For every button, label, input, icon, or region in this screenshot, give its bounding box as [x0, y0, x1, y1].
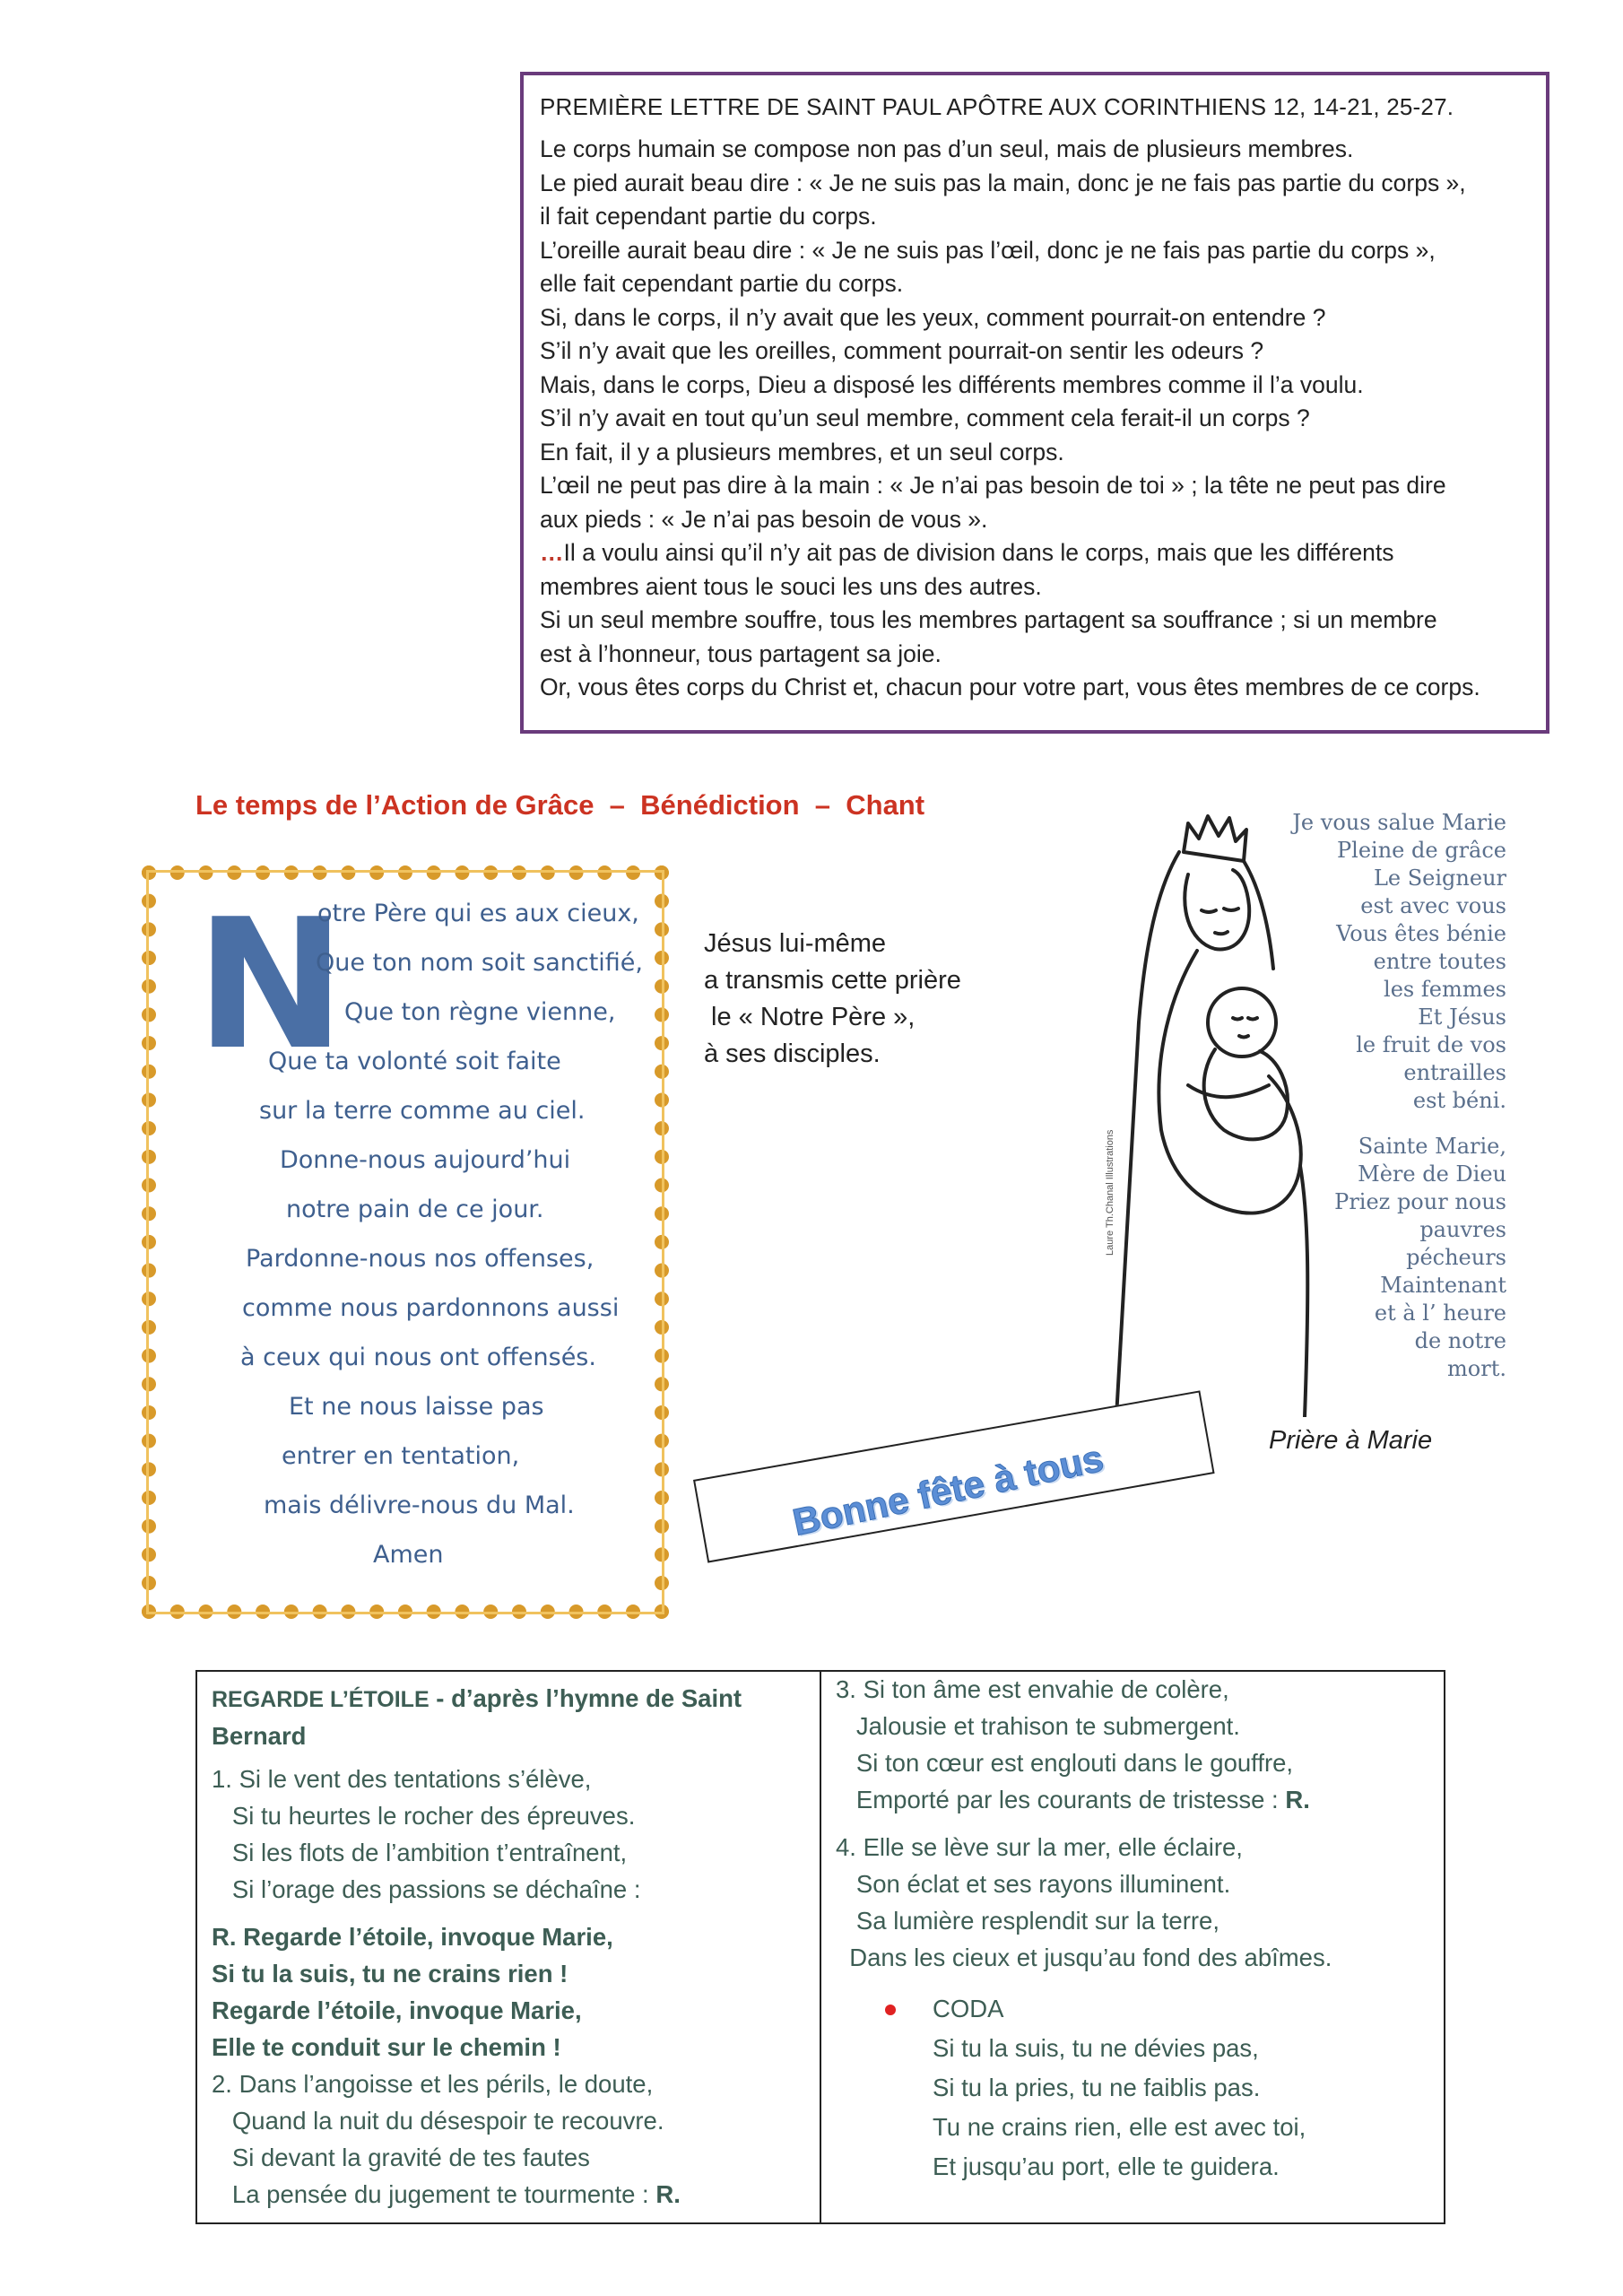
reading-box	[520, 72, 1549, 734]
prayer-line: sur la terre comme au ciel.	[259, 1097, 586, 1125]
reading-line: En fait, il y a plusieurs membres, et un seul corps.	[540, 438, 1064, 465]
hail-mary-line: Je vous salue Marie	[1292, 810, 1506, 835]
bullet-icon	[885, 2005, 896, 2015]
crown-icon	[1184, 816, 1246, 861]
reading-line: membres aient tous le souci les uns des autres.	[540, 572, 1042, 600]
prayer-line: otre Père qui es aux cieux,	[317, 900, 639, 927]
reading-line: Si, dans le corps, il n’y avait que les yeux, comment pourrait-on entendre ?	[540, 303, 1326, 331]
hail-mary-line: est avec vous	[1360, 893, 1506, 918]
prayer-line: Que ta volonté soit faite	[268, 1048, 561, 1075]
hail-mary-line: est béni.	[1412, 1088, 1506, 1113]
hail-mary-line: Vous êtes bénie	[1336, 921, 1506, 946]
hail-mary-text	[1255, 809, 1506, 1383]
refrain-marker: R.	[1285, 1786, 1310, 1813]
verse-line: 2. Dans l’angoisse et les périls, le doute,	[212, 2070, 654, 2098]
section-heading: Le temps de l’Action de Grâce – Bénédiction – Chant	[195, 789, 925, 821]
prayer-line: Et ne nous laisse pas	[289, 1393, 544, 1421]
note-line: à ses disciples.	[704, 1039, 881, 1068]
reading-line: est à l’honneur, tous partagent sa joie.	[540, 639, 942, 667]
reading-line-text: Il a voulu ainsi qu’il n’y ait pas de division dans le corps, mais que les différents	[563, 539, 1394, 566]
prayer-line: Que ton nom soit sanctifié,	[316, 949, 643, 977]
ellipsis-mark: …	[540, 539, 564, 566]
verse-line: 4. Elle se lève sur la mer, elle éclaire,	[836, 1833, 1243, 1861]
refrain-marker: R.	[655, 2180, 681, 2208]
verse-line: Si tu heurtes le rocher des épreuves.	[212, 1802, 636, 1830]
prayer-line: Que ton règne vienne,	[344, 998, 616, 1026]
hymn-title	[212, 1684, 742, 1713]
mary-caption: Prière à Marie	[1269, 1426, 1433, 1455]
prayer-line: notre pain de ce jour.	[286, 1196, 544, 1223]
verse-line: Son éclat et ses rayons illuminent.	[836, 1870, 1231, 1898]
refrain-line: Regarde l’étoile, invoque Marie,	[212, 1996, 582, 2024]
reading-line: Le pied aurait beau dire : « Je ne suis pas la main, donc je ne fais pas partie du corps »,	[540, 169, 1466, 196]
greeting-text: Bonne fête à tous	[789, 1436, 1107, 1544]
hail-mary-line: mort.	[1447, 1356, 1506, 1381]
hail-mary-line: entrailles	[1403, 1060, 1506, 1085]
coda-line: Si tu la suis, tu ne dévies pas,	[933, 2034, 1259, 2062]
verse-line: Si l’orage des passions se déchaîne :	[212, 1875, 641, 1903]
reading-line: S’il n’y avait que les oreilles, comment pourrait-on sentir les odeurs ?	[540, 337, 1264, 364]
note-line: a transmis cette prière	[704, 966, 961, 995]
reading-line: il fait cependant partie du corps.	[540, 203, 877, 230]
reading-line: L’oreille aurait beau dire : « Je ne suis pas l’œil, donc je ne fais pas partie du corps »,	[540, 236, 1436, 264]
coda-line: Tu ne crains rien, elle est avec toi,	[933, 2113, 1306, 2141]
hail-mary-line: Maintenant	[1380, 1273, 1506, 1298]
hail-mary-line: pécheurs	[1406, 1245, 1506, 1270]
prayer-line: Amen	[373, 1541, 444, 1569]
our-father-frame	[142, 865, 669, 1619]
verse-line: Jalousie et trahison te submergent.	[836, 1712, 1240, 1740]
reading-line: Si un seul membre souffre, tous les membres partagent sa souffrance ; si un membre	[540, 606, 1437, 633]
hail-mary-line: et à l’ heure	[1374, 1300, 1506, 1326]
reading-line: elle fait cependant partie du corps.	[540, 270, 904, 297]
hail-mary-line: entre toutes	[1373, 949, 1506, 974]
reading-line: S’il n’y avait en tout qu’un seul membre, comment cela ferait-il un corps ?	[540, 404, 1310, 431]
verse-line	[836, 1786, 1310, 1814]
prayer-line: Donne-nous aujourd’hui	[280, 1146, 571, 1174]
hail-mary-line: Priez pour nous	[1334, 1189, 1506, 1214]
reading-line: Mais, dans le corps, Dieu a disposé les différents membres comme il l’a voulu.	[540, 370, 1364, 398]
verse-line: Dans les cieux et jusqu’au fond des abîmes.	[836, 1944, 1332, 1971]
jesus-note	[704, 926, 961, 1073]
coda-line: Si tu la pries, tu ne faiblis pas.	[933, 2074, 1261, 2101]
column-divider	[820, 1672, 821, 2222]
reading-line: Or, vous êtes corps du Christ et, chacun pour votre part, vous êtes membres de ce corps.	[540, 674, 1480, 700]
hymn-title-rest: - d’après l’hymne de Saint	[429, 1684, 742, 1712]
reading-line: L’œil ne peut pas dire à la main : « Je n’ai pas besoin de toi » ; la tête ne peut pas dire	[540, 472, 1446, 499]
verse-line	[212, 2180, 681, 2209]
hail-mary-line: de notre	[1414, 1328, 1506, 1353]
reading-line: aux pieds : « Je n’ai pas besoin de vous ».	[540, 505, 988, 533]
coda-line: Et jusqu’au port, elle te guidera.	[933, 2152, 1280, 2180]
note-line: le « Notre Père »,	[704, 1003, 916, 1031]
reading-title: PREMIÈRE LETTRE DE SAINT PAUL APÔTRE AUX CORINTHIENS 12, 14-21, 25-27.	[540, 93, 1454, 120]
verse-line-text: La pensée du jugement te tourmente :	[212, 2180, 656, 2208]
hail-mary-line: les femmes	[1384, 977, 1506, 1002]
coda-title: CODA	[933, 1995, 1004, 2022]
drop-cap: N	[195, 881, 346, 1090]
verse-line: 3. Si ton âme est envahie de colère,	[836, 1675, 1229, 1703]
verse-line: Si ton cœur est englouti dans le gouffre,	[836, 1749, 1294, 1777]
prayer-line: comme nous pardonnons aussi	[242, 1294, 620, 1322]
hail-mary-line: Pleine de grâce	[1337, 838, 1506, 863]
reading-line	[540, 536, 1530, 570]
prayer-line: entrer en tentation,	[282, 1442, 520, 1470]
refrain-line: Si tu la suis, tu ne crains rien !	[212, 1960, 568, 1987]
hail-mary-line: Et Jésus	[1418, 1004, 1506, 1030]
reading-line: Le corps humain se compose non pas d’un seul, mais de plusieurs membres.	[540, 135, 1354, 162]
verse-line: Si les flots de l’ambition t’entraînent,	[212, 1839, 628, 1866]
hymn-table	[195, 1670, 1445, 2224]
hail-mary-line: pauvres	[1419, 1217, 1506, 1242]
refrain-line: R. Regarde l’étoile, invoque Marie,	[212, 1923, 613, 1951]
hail-mary-line: le fruit de vos	[1356, 1032, 1506, 1057]
hail-mary-line: Le Seigneur	[1373, 865, 1506, 891]
verse-line-text: Emporté par les courants de tristesse :	[836, 1786, 1286, 1813]
verse-line: Sa lumière resplendit sur la terre,	[836, 1907, 1219, 1935]
prayer-line: mais délivre-nous du Mal.	[264, 1492, 575, 1519]
hymn-title-line2: Bernard	[212, 1722, 307, 1750]
hail-mary-line: Mère de Dieu	[1358, 1161, 1506, 1187]
prayer-line: à ceux qui nous ont offensés.	[240, 1344, 596, 1371]
verse-line: 1. Si le vent des tentations s’élève,	[212, 1765, 592, 1793]
verse-line: Si devant la gravité de tes fautes	[212, 2144, 590, 2171]
refrain-line: Elle te conduit sur le chemin !	[212, 2033, 561, 2061]
verse-line: Quand la nuit du désespoir te recouvre.	[212, 2107, 664, 2135]
prayer-line: Pardonne-nous nos offenses,	[246, 1245, 595, 1273]
note-line: Jésus lui-même	[704, 929, 887, 958]
hail-mary-line: Sainte Marie,	[1358, 1134, 1506, 1159]
hymn-title-caps: REGARDE L’ÉTOILE	[212, 1687, 430, 1712]
illustrator-credit: Laure Th.Chanal Illustrations	[1105, 1129, 1115, 1256]
